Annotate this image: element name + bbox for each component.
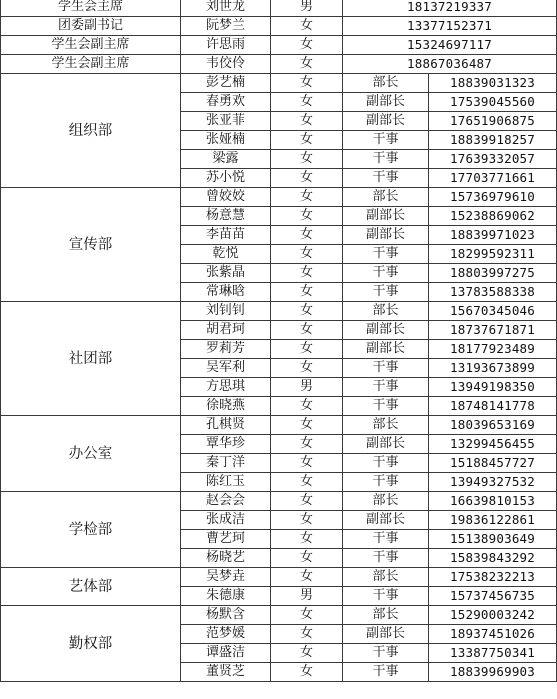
department-name-cell: 艺体部 <box>1 568 181 606</box>
leader-role-cell: 学生会主席 <box>1 0 181 17</box>
member-gender-cell: 女 <box>271 606 343 625</box>
member-phone-cell: 13949327532 <box>429 473 557 492</box>
member-gender-cell: 女 <box>271 549 343 568</box>
member-gender-cell: 女 <box>271 568 343 587</box>
member-title-cell: 部长 <box>343 492 429 511</box>
member-gender-cell: 男 <box>271 587 343 606</box>
member-name-cell: 董贤芝 <box>181 663 271 682</box>
member-title-cell: 部长 <box>343 302 429 321</box>
member-gender-cell: 男 <box>271 0 343 17</box>
member-gender-cell: 女 <box>271 112 343 131</box>
leader-role-cell: 团委副书记 <box>1 17 181 36</box>
member-name-cell: 陈红玉 <box>181 473 271 492</box>
member-gender-cell: 女 <box>271 492 343 511</box>
member-gender-cell: 女 <box>271 283 343 302</box>
department-name-cell: 组织部 <box>1 74 181 188</box>
member-phone-cell: 13299456455 <box>429 435 557 454</box>
member-gender-cell: 女 <box>271 188 343 207</box>
member-gender-cell: 女 <box>271 93 343 112</box>
leader-role-cell: 学生会副主席 <box>1 36 181 55</box>
member-gender-cell: 女 <box>271 397 343 416</box>
member-name-cell: 春勇欢 <box>181 93 271 112</box>
member-gender-cell: 女 <box>271 207 343 226</box>
member-phone-cell: 13377152371 <box>343 17 557 36</box>
member-row <box>1 492 557 511</box>
member-name-cell: 常琳晗 <box>181 283 271 302</box>
member-gender-cell: 女 <box>271 74 343 93</box>
member-title-cell: 干事 <box>343 397 429 416</box>
member-phone-cell: 13949198350 <box>429 378 557 397</box>
member-phone-cell: 18839031323 <box>429 74 557 93</box>
leader-row <box>1 0 557 17</box>
member-gender-cell: 女 <box>271 663 343 682</box>
member-name-cell: 朱德康 <box>181 587 271 606</box>
member-title-cell: 部长 <box>343 188 429 207</box>
member-name-cell: 吴梦垚 <box>181 568 271 587</box>
member-name-cell: 徐晓燕 <box>181 397 271 416</box>
member-gender-cell: 女 <box>271 435 343 454</box>
member-phone-cell: 18299592311 <box>429 245 557 264</box>
member-gender-cell: 女 <box>271 454 343 473</box>
member-gender-cell: 女 <box>271 625 343 644</box>
member-name-cell: 张紫晶 <box>181 264 271 283</box>
member-phone-cell: 18748141778 <box>429 397 557 416</box>
member-phone-cell: 18839918257 <box>429 131 557 150</box>
member-phone-cell: 17538232213 <box>429 568 557 587</box>
member-name-cell: 张亚菲 <box>181 112 271 131</box>
member-name-cell: 彭艺楠 <box>181 74 271 93</box>
member-title-cell: 副部长 <box>343 511 429 530</box>
member-title-cell: 干事 <box>343 359 429 378</box>
member-title-cell: 干事 <box>343 549 429 568</box>
member-phone-cell: 17703771661 <box>429 169 557 188</box>
department-name-cell: 学检部 <box>1 492 181 568</box>
member-title-cell: 干事 <box>343 169 429 188</box>
member-row <box>1 188 557 207</box>
member-phone-cell: 15839843292 <box>429 549 557 568</box>
member-title-cell: 干事 <box>343 644 429 663</box>
member-gender-cell: 女 <box>271 530 343 549</box>
member-title-cell: 干事 <box>343 530 429 549</box>
leader-role-cell: 学生会副主席 <box>1 55 181 74</box>
member-name-cell: 吴军利 <box>181 359 271 378</box>
member-phone-cell: 15188457727 <box>429 454 557 473</box>
member-phone-cell: 18039653169 <box>429 416 557 435</box>
department-name-cell: 宣传部 <box>1 188 181 302</box>
member-name-cell: 阮梦兰 <box>181 17 271 36</box>
member-title-cell: 部长 <box>343 606 429 625</box>
member-name-cell: 杨默含 <box>181 606 271 625</box>
member-gender-cell: 女 <box>271 17 343 36</box>
member-name-cell: 刘世龙 <box>181 0 271 17</box>
member-gender-cell: 女 <box>271 150 343 169</box>
member-gender-cell: 女 <box>271 264 343 283</box>
member-name-cell: 曹艺珂 <box>181 530 271 549</box>
member-name-cell: 张成洁 <box>181 511 271 530</box>
member-name-cell: 乾悦 <box>181 245 271 264</box>
member-row <box>1 606 557 625</box>
member-row <box>1 568 557 587</box>
member-gender-cell: 女 <box>271 359 343 378</box>
member-name-cell: 赵会会 <box>181 492 271 511</box>
member-title-cell: 部长 <box>343 416 429 435</box>
member-title-cell: 干事 <box>343 283 429 302</box>
member-title-cell: 干事 <box>343 150 429 169</box>
member-name-cell: 韦佼伶 <box>181 55 271 74</box>
member-phone-cell: 19836122861 <box>429 511 557 530</box>
member-name-cell: 许思雨 <box>181 36 271 55</box>
member-name-cell: 张娅楠 <box>181 131 271 150</box>
member-name-cell: 方思琪 <box>181 378 271 397</box>
member-title-cell: 副部长 <box>343 207 429 226</box>
member-gender-cell: 女 <box>271 131 343 150</box>
member-title-cell: 部长 <box>343 74 429 93</box>
member-gender-cell: 女 <box>271 511 343 530</box>
member-gender-cell: 女 <box>271 340 343 359</box>
member-row <box>1 74 557 93</box>
member-title-cell: 干事 <box>343 245 429 264</box>
member-name-cell: 罗莉芳 <box>181 340 271 359</box>
member-phone-cell: 15138903649 <box>429 530 557 549</box>
member-name-cell: 杨晓艺 <box>181 549 271 568</box>
member-title-cell: 干事 <box>343 663 429 682</box>
member-title-cell: 干事 <box>343 378 429 397</box>
member-phone-cell: 18803997275 <box>429 264 557 283</box>
member-title-cell: 副部长 <box>343 321 429 340</box>
member-name-cell: 李苗苗 <box>181 226 271 245</box>
member-gender-cell: 男 <box>271 378 343 397</box>
member-name-cell: 刘钊钊 <box>181 302 271 321</box>
member-phone-cell: 18839969903 <box>429 663 557 682</box>
member-name-cell: 秦丁洋 <box>181 454 271 473</box>
member-gender-cell: 女 <box>271 302 343 321</box>
department-name-cell: 社团部 <box>1 302 181 416</box>
member-phone-cell: 18177923489 <box>429 340 557 359</box>
member-phone-cell: 15737456735 <box>429 587 557 606</box>
member-title-cell: 干事 <box>343 131 429 150</box>
member-row <box>1 302 557 321</box>
member-phone-cell: 13387750341 <box>429 644 557 663</box>
member-phone-cell: 13783588338 <box>429 283 557 302</box>
member-title-cell: 部长 <box>343 568 429 587</box>
member-phone-cell: 18839971023 <box>429 226 557 245</box>
member-name-cell: 谭盛洁 <box>181 644 271 663</box>
member-name-cell: 孔棋贤 <box>181 416 271 435</box>
member-title-cell: 干事 <box>343 587 429 606</box>
leader-row <box>1 36 557 55</box>
member-name-cell: 胡君珂 <box>181 321 271 340</box>
member-phone-cell: 15290003242 <box>429 606 557 625</box>
member-name-cell: 梁露 <box>181 150 271 169</box>
member-gender-cell: 女 <box>271 416 343 435</box>
member-phone-cell: 13193673899 <box>429 359 557 378</box>
member-title-cell: 副部长 <box>343 93 429 112</box>
member-name-cell: 杨意慧 <box>181 207 271 226</box>
member-title-cell: 干事 <box>343 264 429 283</box>
member-name-cell: 曾姣姣 <box>181 188 271 207</box>
member-phone-cell: 18867036487 <box>343 55 557 74</box>
member-title-cell: 副部长 <box>343 625 429 644</box>
member-name-cell: 范梦媛 <box>181 625 271 644</box>
member-gender-cell: 女 <box>271 321 343 340</box>
member-phone-cell: 15238869062 <box>429 207 557 226</box>
department-name-cell: 办公室 <box>1 416 181 492</box>
member-phone-cell: 18137219337 <box>343 0 557 17</box>
member-title-cell: 副部长 <box>343 340 429 359</box>
department-name-cell: 勤权部 <box>1 606 181 682</box>
member-name-cell: 覃华珍 <box>181 435 271 454</box>
member-phone-cell: 17639332057 <box>429 150 557 169</box>
member-name-cell: 苏小悦 <box>181 169 271 188</box>
member-gender-cell: 女 <box>271 245 343 264</box>
member-title-cell: 副部长 <box>343 435 429 454</box>
member-gender-cell: 女 <box>271 169 343 188</box>
member-title-cell: 副部长 <box>343 226 429 245</box>
member-row <box>1 416 557 435</box>
member-gender-cell: 女 <box>271 55 343 74</box>
member-gender-cell: 女 <box>271 473 343 492</box>
member-phone-cell: 17651906875 <box>429 112 557 131</box>
member-title-cell: 干事 <box>343 473 429 492</box>
member-phone-cell: 17539045560 <box>429 93 557 112</box>
member-phone-cell: 15324697117 <box>343 36 557 55</box>
member-phone-cell: 15670345046 <box>429 302 557 321</box>
member-phone-cell: 16639810153 <box>429 492 557 511</box>
member-title-cell: 干事 <box>343 454 429 473</box>
member-phone-cell: 15736979610 <box>429 188 557 207</box>
member-phone-cell: 18737671871 <box>429 321 557 340</box>
member-phone-cell: 18937451026 <box>429 625 557 644</box>
member-gender-cell: 女 <box>271 226 343 245</box>
leader-row <box>1 55 557 74</box>
member-title-cell: 副部长 <box>343 112 429 131</box>
leader-row <box>1 17 557 36</box>
member-gender-cell: 女 <box>271 644 343 663</box>
member-gender-cell: 女 <box>271 36 343 55</box>
roster-body <box>1 0 557 682</box>
